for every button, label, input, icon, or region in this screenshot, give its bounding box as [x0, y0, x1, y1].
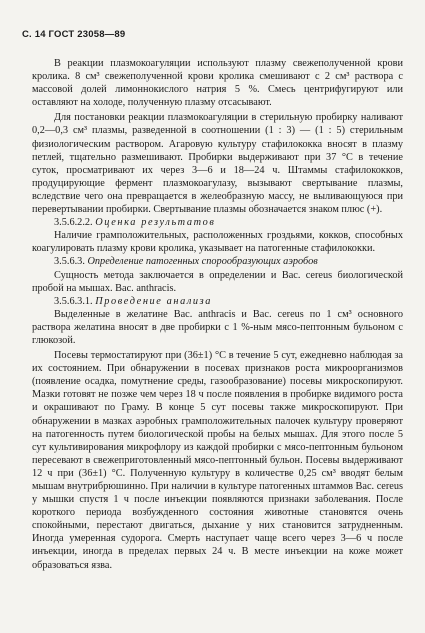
paragraph: Посевы термостатируют при (36±1) °С в течение 5 сут, ежедневно наблюдая за их состоянием. При обнаружении в посевах признаков роста микроорганизмов (появление осадка, помутнение среды, газообразование) посевы микроскопируют. Мазки готовят не позже чем через 18 ч после появления в пробирке видимого роста и окрашивают по Граму. В конце 5 сут посевы также микроскопируют. При обнаружении в мазках аэробных грамположительных палочек культуру проверяют на патогенность путем биологической пробы на белых мышах. Для этого после 5 сут культивирования микрофлору из каждой пробирки с мясо-пептонным бульоном пересевают в свежеприготовленный мясо-пептонный бульон. Посевы выдерживают 12 ч при (36±1) °С. Полученную культуру в количестве 0,25 см³ вводят белым мышам внутрибрюшинно. При наличии в культуре патогенных штаммов Bac. cereus у мышки спустя 1 ч после инъекции появляются признаки заболевания. После короткого периода возбужденного состояния животные становятся очень спокойными, перестают двигаться, дыхание у них становится затрудненным. Иногда умеренная судорога. Смерть наступает чаще всего через 3—6 ч после инъекции, иногда в пределах первых 24 ч. В месте инъекции на коже может образоваться язва.: [32, 350, 404, 571]
section-heading: [32, 295, 403, 308]
section-title: Определение патогенных спорообразующих аэробов: [87, 256, 318, 268]
section-title: Проведение анализа: [95, 295, 213, 307]
section-number: 3.5.6.3.: [54, 256, 85, 268]
section-number: 3.5.6.3.1.: [54, 295, 93, 307]
page-header: С. 14 ГОСТ 23058—89: [22, 29, 126, 40]
document-body: [32, 57, 403, 572]
paragraph: Для постановки реакции плазмокоагуляции в стерильную пробирку наливают 0,2—0,3 см³ плазмы, разведенной в соотношении (1 : 3) — (1 : 5) стерильным физиологическим раствором. Агаровую культуру стафилококка вносят в плазму петлей, тщательно размешивают. Пробирки выдерживают при 37 °С в течение суток, просматривают их через 3—6 и 18—24 ч. Штаммы стафилококков, продуцирующие фермент плазмокоагулазу, вызывают свертывание плазмы, вследствие чего она превращается в желеобразную массу, не выливающуюся при перевертывании пробирки. Свертывание плазмы обозначается знаком плюс (+).: [32, 112, 403, 216]
paragraph: Сущность метода заключается в определении и Bac. cereus биологической пробой на мышах. Bac. anthracis.: [32, 269, 403, 294]
paragraph: В реакции плазмокоагуляции используют плазму свежеполученной крови кролика. 8 см³ свежеполученной крови кролика смешивают с 2 см³ раствора с массовой долей лимоннокислого натрия 5 %. Смесь центрифугируют или оставляют на холоде, полученную плазму отсасывают.: [32, 58, 403, 109]
paragraph: Выделенные в желатине Bac. anthracis и Bac. cereus по 1 см³ основного раствора желатина вносят в две пробирки с 1 %-ным мясо-пептонным бульоном с глюкозой.: [32, 308, 403, 346]
paragraph: Наличие грамположительных, расположенных гроздьями, кокков, способных коагулировать плазму крови кролика, указывает на патогенные стафилококки.: [32, 230, 403, 255]
section-title: Оценка результатов: [95, 217, 216, 229]
section-heading: [32, 255, 403, 268]
section-heading: [32, 216, 403, 229]
section-number: 3.5.6.2.2.: [54, 217, 93, 229]
